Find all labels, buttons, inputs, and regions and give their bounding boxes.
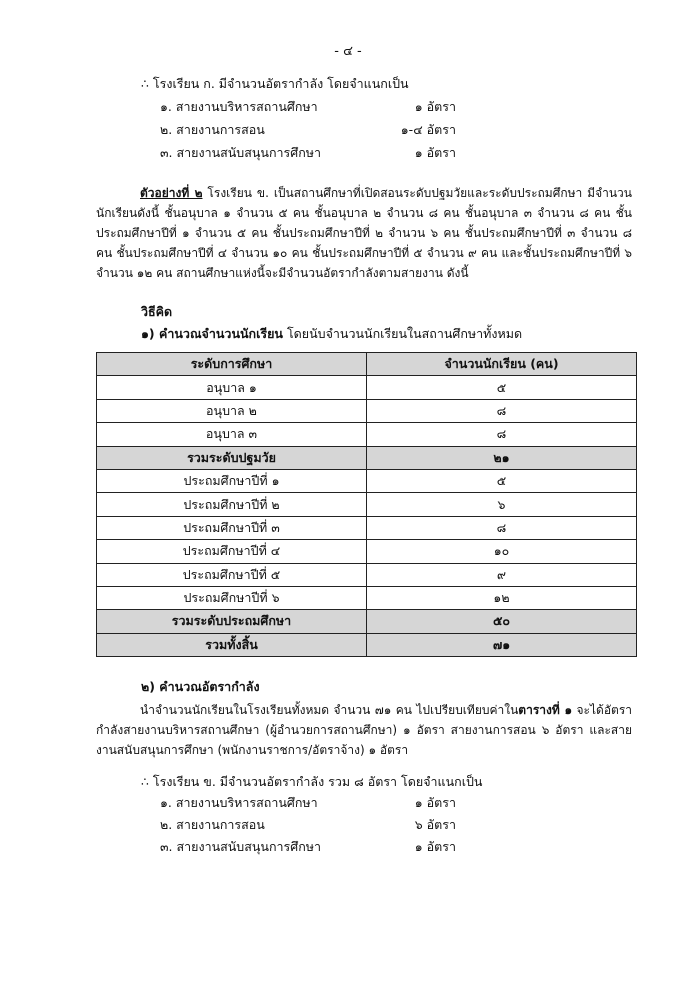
student-count-cell: ๒๑ <box>367 446 637 469</box>
table-row <box>97 493 637 516</box>
header-education-level: ระดับการศึกษา <box>97 353 367 376</box>
student-count-cell: ๕ <box>367 376 637 399</box>
example-2-text: โรงเรียน ข. เป็นสถานศึกษาที่เปิดสอนระดับปฐมวัยและระดับประถมศึกษา มีจำนวนนักเรียนดังนี้ ชั้นอนุบาล ๑ จำนวน ๕ คน ชั้นอนุบาล ๒ จำนวน ๘ คน ชั้นอนุบาล ๓ จำนวน ๘ คน ชั้นประถมศึกษาปีที่ ๑ จำนวน ๕ คน ชั้นประถมศึกษาปีที่ ๒ จำนวน ๖ คน ชั้นประถมศึกษาปีที่ ๓ จำนวน ๘ คน ชั้นประถมศึกษาปีที่ ๔ จำนวน ๑๐ คน ชั้นประถมศึกษาปีที่ ๕ จำนวน ๙ คน และชั้นประถมศึกษาปีที่ ๖ จำนวน ๑๒ คน สถานศึกษาแห่งนี้จะมีจำนวนอัตรากำลังตามสายงาน ดังนี้ <box>96 186 632 280</box>
school-a-item-rate: ๑-๔ อัตรา <box>400 122 456 137</box>
table-row <box>97 563 637 586</box>
education-level-cell: ประถมศึกษาปีที่ ๕ <box>97 563 367 586</box>
page-number: - ๔ - <box>334 44 362 59</box>
student-count-cell: ๗๑ <box>367 633 637 656</box>
table-subtotal-row <box>97 446 637 469</box>
student-count-cell: ๘ <box>367 423 637 446</box>
education-level-cell: ประถมศึกษาปีที่ ๓ <box>97 516 367 539</box>
example-2-heading: ตัวอย่างที่ ๒ <box>140 186 203 200</box>
header-student-count: จำนวนนักเรียน (คน) <box>367 353 637 376</box>
school-b-item-label: ๑. สายงานบริหารสถานศึกษา <box>160 795 318 810</box>
school-a-item-label: ๓. สายงานสนับสนุนการศึกษา <box>160 145 322 160</box>
step-2-paragraph <box>96 700 632 760</box>
education-level-cell: รวมทั้งสิ้น <box>97 633 367 656</box>
table-row <box>97 376 637 399</box>
table-body <box>97 376 637 657</box>
table-row <box>97 399 637 422</box>
step-2-title: ๒) คำนวณอัตรากำลัง <box>141 679 260 694</box>
step-1-description: โดยนับจำนวนนักเรียนในสถานศึกษาทั้งหมด <box>282 326 523 341</box>
step-2-table-ref: ตารางที่ ๑ <box>518 703 573 717</box>
school-a-item-rate: ๑ อัตรา <box>414 145 456 160</box>
education-level-cell: รวมระดับประถมศึกษา <box>97 610 367 633</box>
school-a-item-rate: ๑ อัตรา <box>414 99 456 114</box>
student-count-cell: ๖ <box>367 493 637 516</box>
student-count-table <box>96 352 637 657</box>
student-count-cell: ๘ <box>367 516 637 539</box>
student-count-cell: ๘ <box>367 399 637 422</box>
method-title: วิธีคิด <box>141 304 173 319</box>
school-b-item-rate: ๑ อัตรา <box>414 795 456 810</box>
school-a-item-label: ๒. สายงานการสอน <box>160 122 265 137</box>
student-count-cell: ๕๐ <box>367 610 637 633</box>
education-level-cell: อนุบาล ๒ <box>97 399 367 422</box>
school-a-item-label: ๑. สายงานบริหารสถานศึกษา <box>160 99 318 114</box>
table-row <box>97 586 637 609</box>
education-level-cell: ประถมศึกษาปีที่ ๑ <box>97 469 367 492</box>
table-row <box>97 540 637 563</box>
step-1-title: ๑) คำนวณจำนวนนักเรียน <box>141 326 283 341</box>
education-level-cell: รวมระดับปฐมวัย <box>97 446 367 469</box>
step-2-text-a: นำจำนวนนักเรียนในโรงเรียนทั้งหมด จำนวน ๗๑ คน ไปเปรียบเทียบค่าใน <box>140 703 519 717</box>
education-level-cell: อนุบาล ๑ <box>97 376 367 399</box>
education-level-cell: ประถมศึกษาปีที่ ๒ <box>97 493 367 516</box>
student-count-cell: ๕ <box>367 469 637 492</box>
student-count-cell: ๙ <box>367 563 637 586</box>
education-level-cell: ประถมศึกษาปีที่ ๔ <box>97 540 367 563</box>
education-level-cell: ประถมศึกษาปีที่ ๖ <box>97 586 367 609</box>
school-b-summary: ∴ โรงเรียน ข. มีจำนวนอัตรากำลัง รวม ๘ อัตรา โดยจำแนกเป็น <box>141 774 483 789</box>
education-level-cell: อนุบาล ๓ <box>97 423 367 446</box>
school-b-item-label: ๓. สายงานสนับสนุนการศึกษา <box>160 839 322 854</box>
table-subtotal-row <box>97 610 637 633</box>
school-a-summary: ∴ โรงเรียน ก. มีจำนวนอัตรากำลัง โดยจำแนกเป็น <box>141 76 409 91</box>
step-2-text-b: จะได้อัตรากำลังสายงานบริหารสถานศึกษา (ผู้อำนวยการสถานศึกษา) ๑ อัตรา สายงานการสอน ๖ อัตรา และสายงานสนับสนุนการศึกษา (พนักงานราชการ/อัตราจ้าง) ๑ อัตรา <box>96 703 632 757</box>
school-b-item-label: ๒. สายงานการสอน <box>160 817 265 832</box>
table-row <box>97 469 637 492</box>
student-count-cell: ๑๐ <box>367 540 637 563</box>
step-1-line <box>141 325 522 343</box>
example-2-paragraph <box>96 183 632 283</box>
table-subtotal-row <box>97 633 637 656</box>
table-header-row <box>97 353 637 376</box>
table-row <box>97 423 637 446</box>
school-b-item-rate: ๑ อัตรา <box>414 839 456 854</box>
student-count-cell: ๑๒ <box>367 586 637 609</box>
school-b-item-rate: ๖ อัตรา <box>414 817 456 832</box>
table-row <box>97 516 637 539</box>
